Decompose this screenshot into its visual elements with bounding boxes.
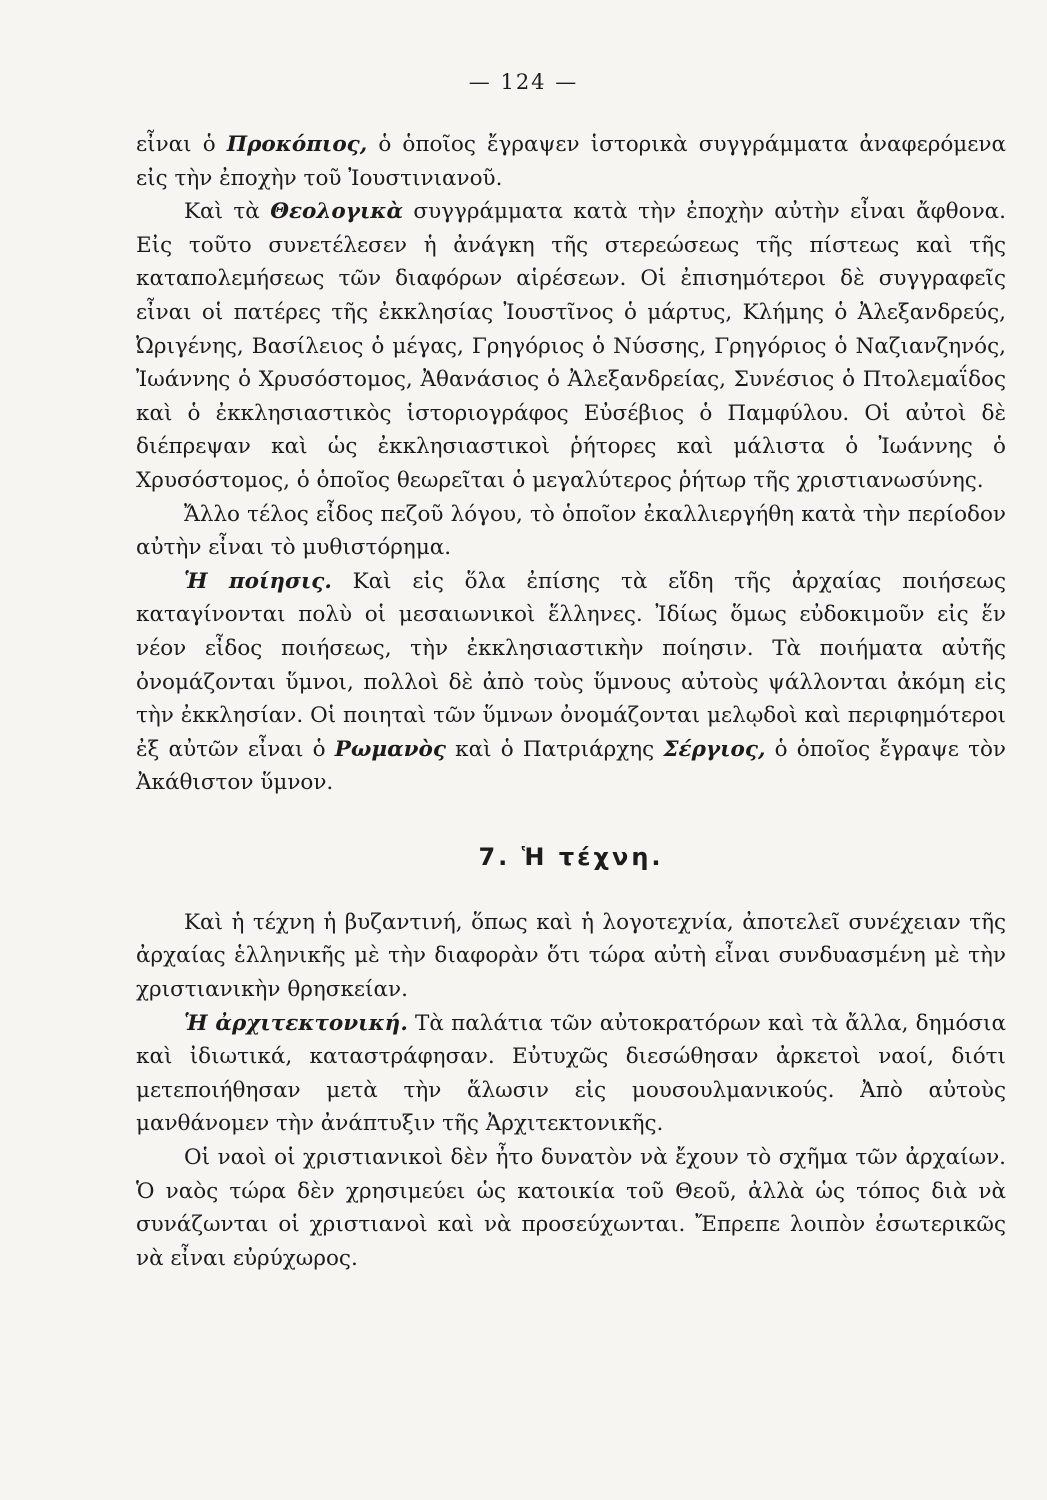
text-run: εἶναι ὁ	[136, 132, 227, 157]
paragraph-theological-writings	[136, 195, 1006, 497]
text-run: Τὰ παλάτια τῶν αὐτοκρατόρων καὶ τὰ ἄλλα, δημόσια καὶ ἰδιωτικά, καταστράφησαν. Εὐτυχῶς διεσώθησαν ἀρκετοὶ ναοί, διότι μετεποιήθησαν μετὰ τὴν ἅλωσιν εἰς μουσουλμανικούς. Ἀπὸ αὐτοὺς μανθάνομεν τὴν ἀνάπτυξιν τῆς Ἀρχιτεκτονικῆς.	[136, 1010, 1006, 1137]
bold-term-architecture: Ἡ ἀρχιτεκτονική.	[184, 1010, 408, 1036]
paragraph-novel	[136, 498, 1006, 565]
bold-term-poiesis: Ἡ ποίησις.	[184, 568, 332, 594]
text-run: ὁ ὁποῖος ἔγραψεν ἱστορικὰ συγγράμματα ἀναφερόμενα εἰς τὴν ἐποχὴν τοῦ Ἰουστινιανοῦ.	[136, 132, 1006, 191]
bold-term-theologika: Θεολογικὰ	[270, 199, 404, 225]
paragraph-churches	[136, 1141, 1006, 1275]
bold-term-romanos: Ρωμανὸς	[334, 736, 446, 762]
text-run: Καὶ εἰς ὅλα ἐπίσης τὰ εἴδη τῆς ἀρχαίας ποιήσεως καταγίνονται πολὺ οἱ μεσαιωνικοὶ ἕλληνες. Ἰδίως ὅμως εὐδοκιμοῦν εἰς ἕν νέον εἶδος ποιήσεως, τὴν ἐκκλησιαστικὴν ποίησιν. Τὰ ποιήματα αὐτῆς ὀνομάζονται ὕμνοι, πολλοὶ δὲ ἀπὸ τοὺς ὕμνους αὐτοὺς ψάλλονται ἀκόμη εἰς τὴν ἐκκλησίαν. Οἱ ποιηταὶ τῶν ὕμνων ὀνομάζονται μελῳδοὶ καὶ περιφημότεροι ἐξ αὐτῶν εἶναι ὁ	[136, 568, 1006, 762]
paragraph-poetry	[136, 565, 1006, 800]
text-run: ὁ ὁποῖος ἔγραψε τὸν Ἀκάθιστον ὕμνον.	[136, 736, 1006, 796]
page-number: — 124 —	[468, 70, 579, 94]
text-run: Καὶ ἡ τέχνη ἡ βυζαντινή, ὅπως καὶ ἡ λογοτεχνία, ἀποτελεῖ συνέχειαν τῆς ἀρχαίας ἑλληνικῆς μὲ τὴν διαφορὰν ὅτι τώρα αὐτὴ εἶναι συνδυασμένη μὲ τὴν χριστιανικὴν θρησκείαν.	[136, 909, 1006, 1003]
paragraph-procopius	[136, 128, 1006, 195]
bold-term-sergios: Σέργιος,	[663, 736, 766, 762]
paragraph-byzantine-art	[136, 906, 1006, 1007]
paragraph-architecture	[136, 1007, 1006, 1141]
text-run: καὶ ὁ Πατριάρχης	[445, 736, 664, 762]
text-run: Ἄλλο τέλος εἶδος πεζοῦ λόγου, τὸ ὁποῖον ἐκαλλιεργήθη κατὰ τὴν περίοδον αὐτὴν εἶναι τὸ μυθιστόρημα.	[136, 501, 1006, 561]
body-text	[136, 128, 1006, 1275]
text-run: Καὶ τὰ	[184, 199, 271, 225]
bold-term-procopius: Προκόπιος,	[226, 132, 368, 157]
text-run: συγγράμματα κατὰ τὴν ἐποχὴν αὐτὴν εἶναι ἄφθονα. Εἰς τοῦτο συνετέλεσεν ἡ ἀνάγκη τῆς στερεώσεως τῆς πίστεως καὶ τῆς καταπολεμήσεως τῶν διαφόρων αἱρέσεων. Οἱ ἐπισημότεροι δὲ συγγραφεῖς εἶναι οἱ πατέρες τῆς ἐκκλησίας Ἰουστῖνος ὁ μάρτυς, Κλήμης ὁ Ἀλεξανδρεύς, Ὠριγένης, Βασίλειος ὁ μέγας, Γρηγόριος ὁ Νύσσης, Γρηγόριος ὁ Ναζιανζηνός, Ἰωάννης ὁ Χρυσόστομος, Ἀθανάσιος ὁ Ἀλεξανδρείας, Συνέσιος ὁ Πτολεμαΐδος καὶ ὁ ἐκκλησιαστικὸς ἱστοριογράφος Εὐσέβιος ὁ Παμφύλου. Οἱ αὐτοὶ δὲ διέπρεψαν καὶ ὡς ἐκκλησιαστικοὶ ῥήτορες καὶ μάλιστα ὁ Ἰωάννης ὁ Χρυσόστομος, ὁ ὁποῖος θεωρεῖται ὁ μεγαλύτερος ῥήτωρ τῆς χριστιανωσύνης.	[136, 199, 1006, 493]
section-heading-art: 7. Ἡ τέχνη.	[478, 842, 664, 871]
text-run: Οἱ ναοὶ οἱ χριστιανικοὶ δὲν ἦτο δυνατὸν νὰ ἔχουν τὸ σχῆμα τῶν ἀρχαίων. Ὁ ναὸς τώρα δὲν χρησιμεύει ὡς κατοικία τοῦ Θεοῦ, ἀλλὰ ὡς τόπος διὰ νὰ συνάζωνται οἱ χριστιανοὶ καὶ νὰ προσεύχωνται. Ἔπρεπε λοιπὸν ἐσωτερικῶς νὰ εἶναι εὐρύχωρος.	[136, 1145, 1006, 1271]
